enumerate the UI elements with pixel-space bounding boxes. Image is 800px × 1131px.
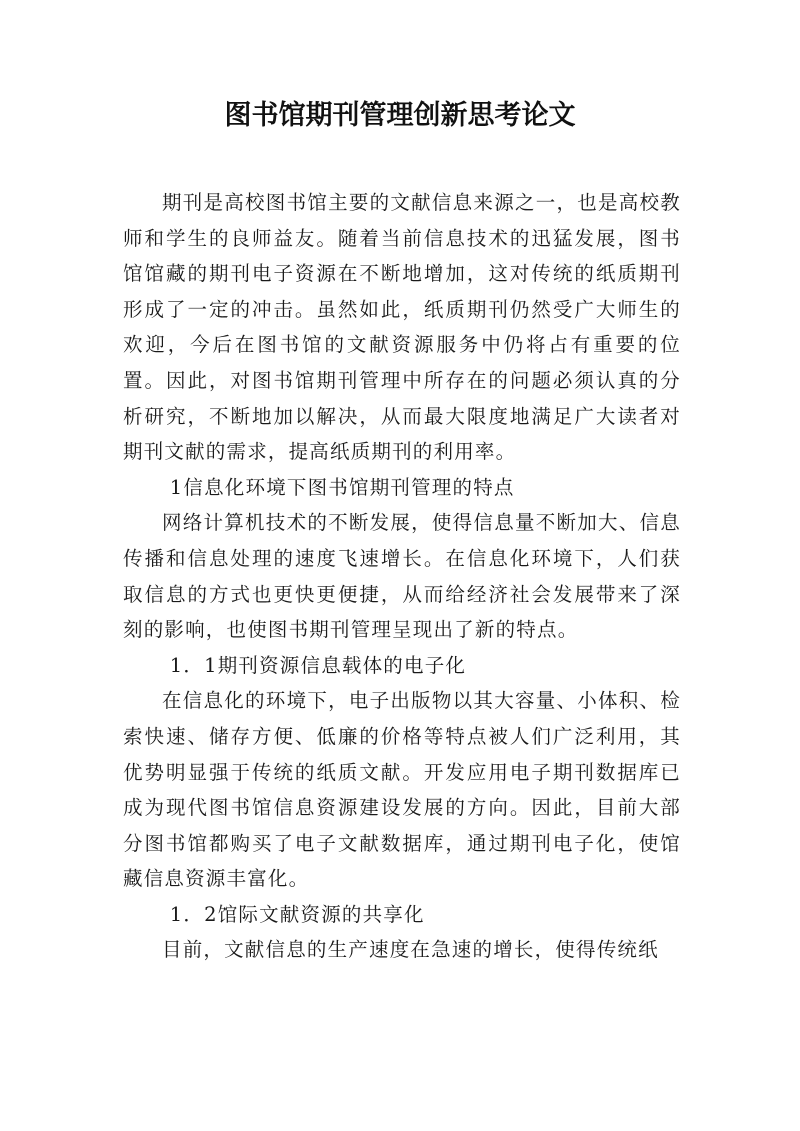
subsection-heading-1-2: 1．2馆际文献资源的共享化 <box>169 902 425 926</box>
subsection-heading-1-1: 1．1期刊资源信息载体的电子化 <box>169 653 467 677</box>
section-heading-1: 1信息化环境下图书馆期刊管理的特点 <box>169 475 515 499</box>
document-body <box>123 185 681 968</box>
document-title: 图书馆期刊管理创新思考论文 <box>224 100 576 131</box>
section-1-paragraph: 网络计算机技术的不断发展，使得信息量不断加大、信息传播和信息处理的速度飞速增长。在信息化环境下，人们获取信息的方式也更快更便捷，从而给经济社会发展带来了深刻的影响，也使图书期刊管理呈现出了新的特点。 <box>123 511 681 642</box>
subsection-1-2-paragraph: 目前，文献信息的生产速度在急速的增长，使得传统纸 <box>162 938 659 962</box>
subsection-1-1-paragraph: 在信息化的环境下，电子出版物以其大容量、小体积、检索快速、储存方便、低廉的价格等特点被人们广泛利用，其优势明显强于传统的纸质文献。开发应用电子期刊数据库已成为现代图书馆信息资源建设发展的方向。因此，目前大部分图书馆都购买了电子文献数据库，通过期刊电子化，使馆藏信息资源丰富化。 <box>123 689 681 891</box>
intro-paragraph: 期刊是高校图书馆主要的文献信息来源之一，也是高校教师和学生的良师益友。随着当前信息技术的迅猛发展，图书馆馆藏的期刊电子资源在不断地增加，这对传统的纸质期刊形成了一定的冲击。虽然如此，纸质期刊仍然受广大师生的欢迎，今后在图书馆的文献资源服务中仍将占有重要的位置。因此，对图书馆期刊管理中所存在的问题必须认真的分析研究，不断地加以解决，从而最大限度地满足广大读者对期刊文献的需求，提高纸质期刊的利用率。 <box>123 191 681 464</box>
